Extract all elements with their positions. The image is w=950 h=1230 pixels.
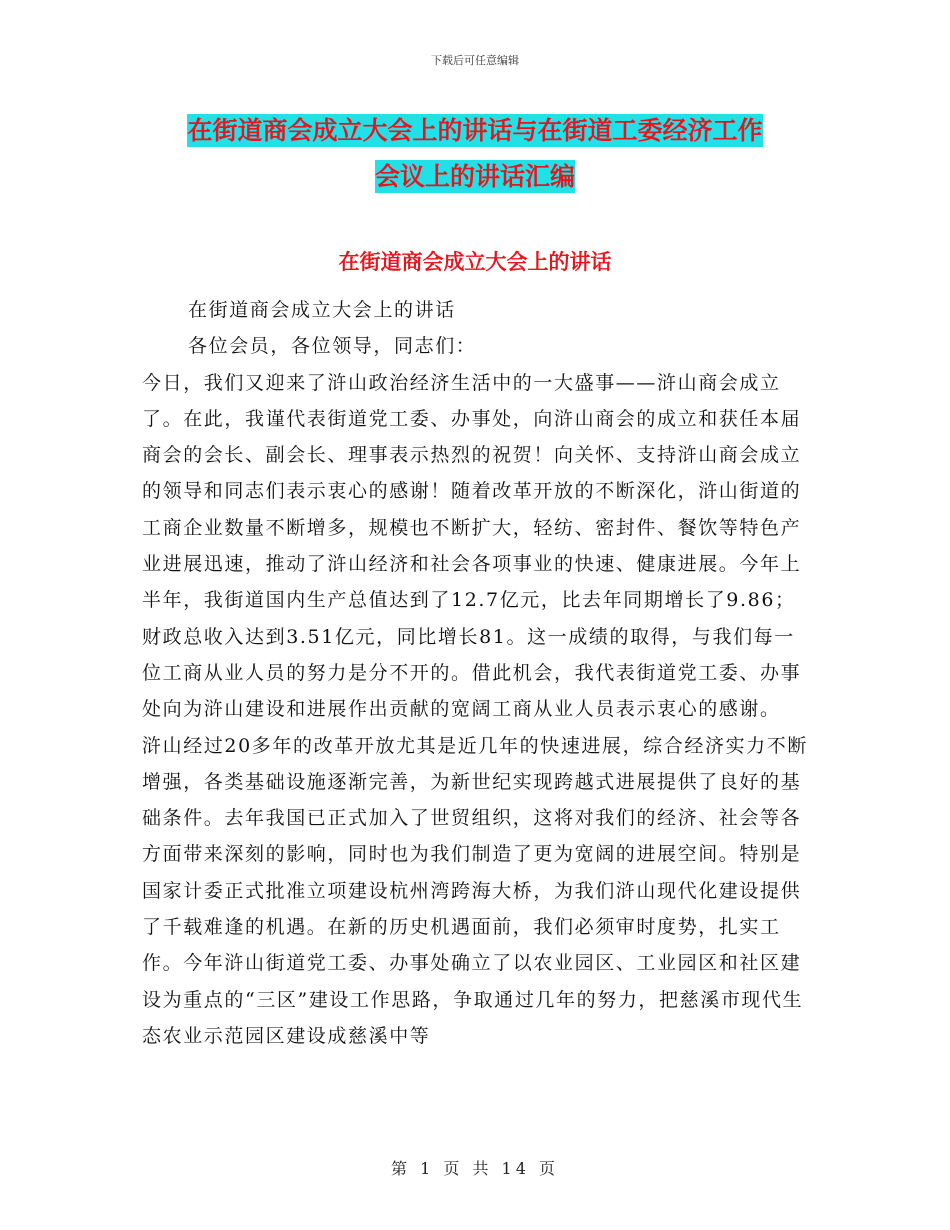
speech-subtitle: 在街道商会成立大会上的讲话	[188, 299, 456, 321]
document-body	[142, 292, 814, 1054]
section-heading: 在街道商会成立大会上的讲话	[338, 250, 612, 274]
document-title	[150, 108, 800, 200]
page-number-footer: 第 1 页 共 14 页	[391, 1159, 559, 1178]
document-title-line-2: 会议上的讲话汇编	[374, 162, 575, 191]
page-header-note: 下载后可任意编辑	[431, 54, 519, 67]
body-paragraph-1: 今日，我们又迎来了浒山政治经济生活中的一大盛事——浒山商会成立了。在此，我谨代表街道党工委、办事处，向浒山商会的成立和获任本届商会的会长、副会长、理事表示热烈的祝贺！向关怀、支持浒山商会成立的领导和同志们表示衷心的感谢！随着改革开放的不断深化，浒山街道的工商企业数量不断增多，规模也不断扩大，轻纺、密封件、餐饮等特色产业进展迅速，推动了浒山经济和社会各项事业的快速、健康进展。今年上半年，我街道国内生产总值达到了12.7亿元，比去年同期增长了9.86；财政总收入达到3.51亿元，同比增长81。这一成绩的取得，与我们每一位工商从业人员的努力是分不开的。借此机会，我代表街道党工委、办事处向为浒山建设和进展作出贡献的宽阔工商从业人员表示衷心的感谢。	[142, 371, 802, 721]
document-title-line-1: 在街道商会成立大会上的讲话与在街道工委经济工作	[187, 116, 763, 145]
body-paragraph-2: 浒山经过20多年的改革开放尤其是近几年的快速进展，综合经济实力不断增强，各类基础设施逐渐完善，为新世纪实现跨越式进展提供了良好的基础条件。去年我国已正式加入了世贸组织，这将对我们的经济、社会等各方面带来深刻的影响，同时也为我们制造了更为宽阔的进展空间。特别是国家计委正式批准立项建设杭州湾跨海大桥，为我们浒山现代化建设提供了千载难逢的机遇。在新的历史机遇面前，我们必须审时度势，扎实工作。今年浒山街道党工委、办事处确立了以农业园区、工业园区和社区建设为重点的“三区”建设工作思路，争取通过几年的努力，把慈溪市现代生态农业示范园区建设成慈溪中等	[142, 734, 808, 1047]
speech-salutation: 各位会员，各位领导，同志们：	[188, 335, 477, 358]
